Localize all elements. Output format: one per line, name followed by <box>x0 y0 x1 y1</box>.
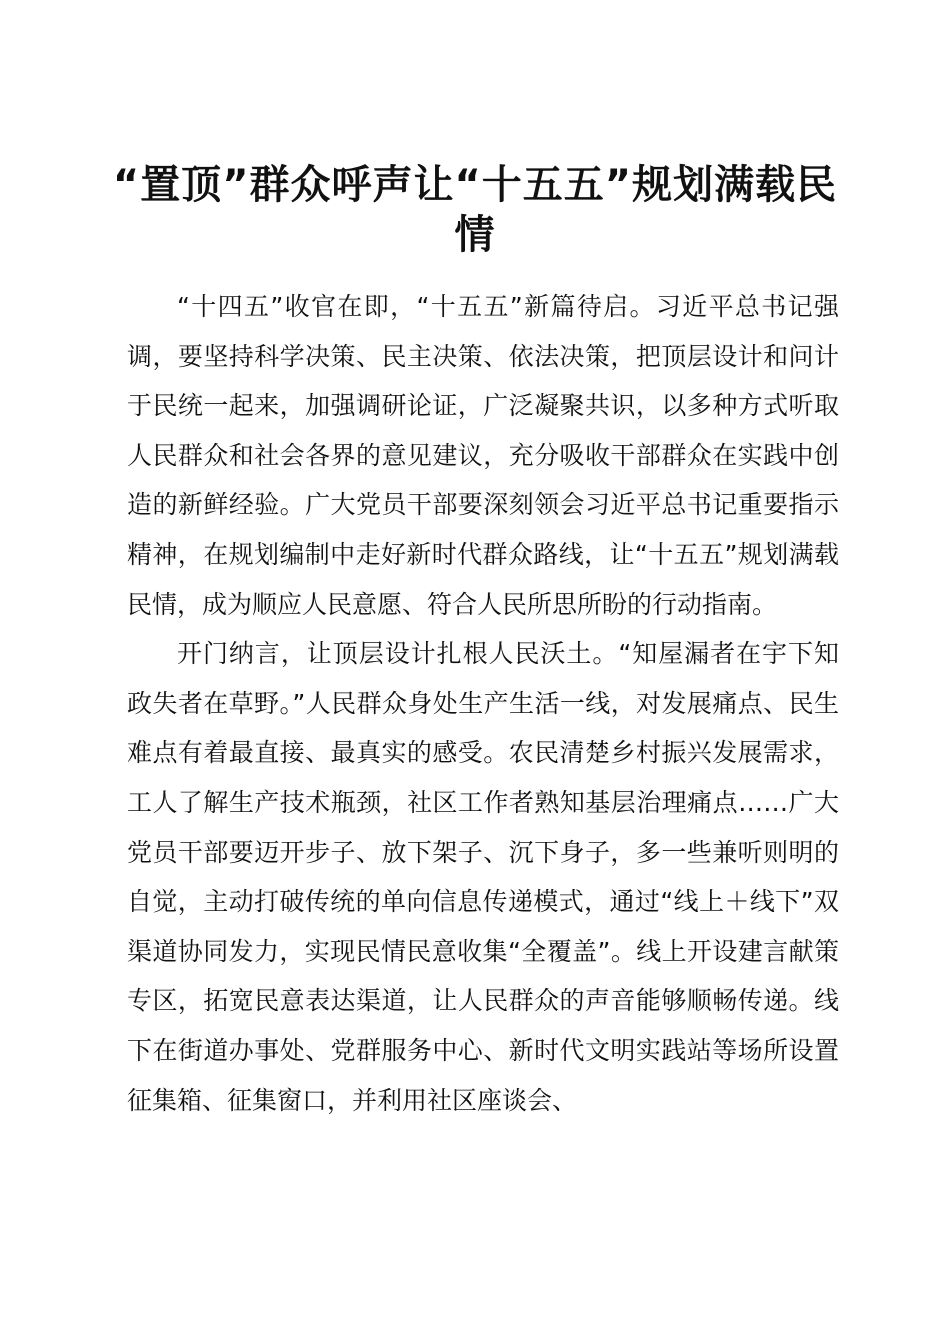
document-title: “置顶”群众呼声让“十五五”规划满载民情 <box>112 162 838 258</box>
paragraph-intro: “十四五”收官在即，“十五五”新篇待启。习近平总书记强调，要坚持科学决策、民主决策、依法决策，把顶层设计和问计于民统一起来，加强调研论证，广泛凝聚共识，以多种方式听取人民群众和社会各界的意见建议，充分吸收干部群众在实践中创造的新鲜经验。广大党员干部要深刻领会习近平总书记重要指示精神，在规划编制中走好新时代群众路线，让“十五五”规划满载民情，成为顺应人民意愿、符合人民所思所盼的行动指南。 <box>127 292 839 619</box>
paragraph-open-door: 开门纳言，让顶层设计扎根人民沃土。“知屋漏者在宇下知政失者在草野。”人民群众身处生产生活一线，对发展痛点、民生难点有着最直接、最真实的感受。农民清楚乡村振兴发展需求，工人了解生产技术瓶颈，社区工作者熟知基层治理痛点……广大党员干部要迈开步子、放下架子、沉下身子，多一些兼听则明的自觉，主动打破传统的单向信息传递模式，通过“线上＋线下”双渠道协同发力，实现民情民意收集“全覆盖”。线上开设建言献策专区，拓宽民意表达渠道，让人民群众的声音能够顺畅传递。线下在街道办事处、党群服务中心、新时代文明实践站等场所设置征集箱、征集窗口，并利用社区座谈会、 <box>127 639 839 1115</box>
document-body <box>127 282 839 1125</box>
